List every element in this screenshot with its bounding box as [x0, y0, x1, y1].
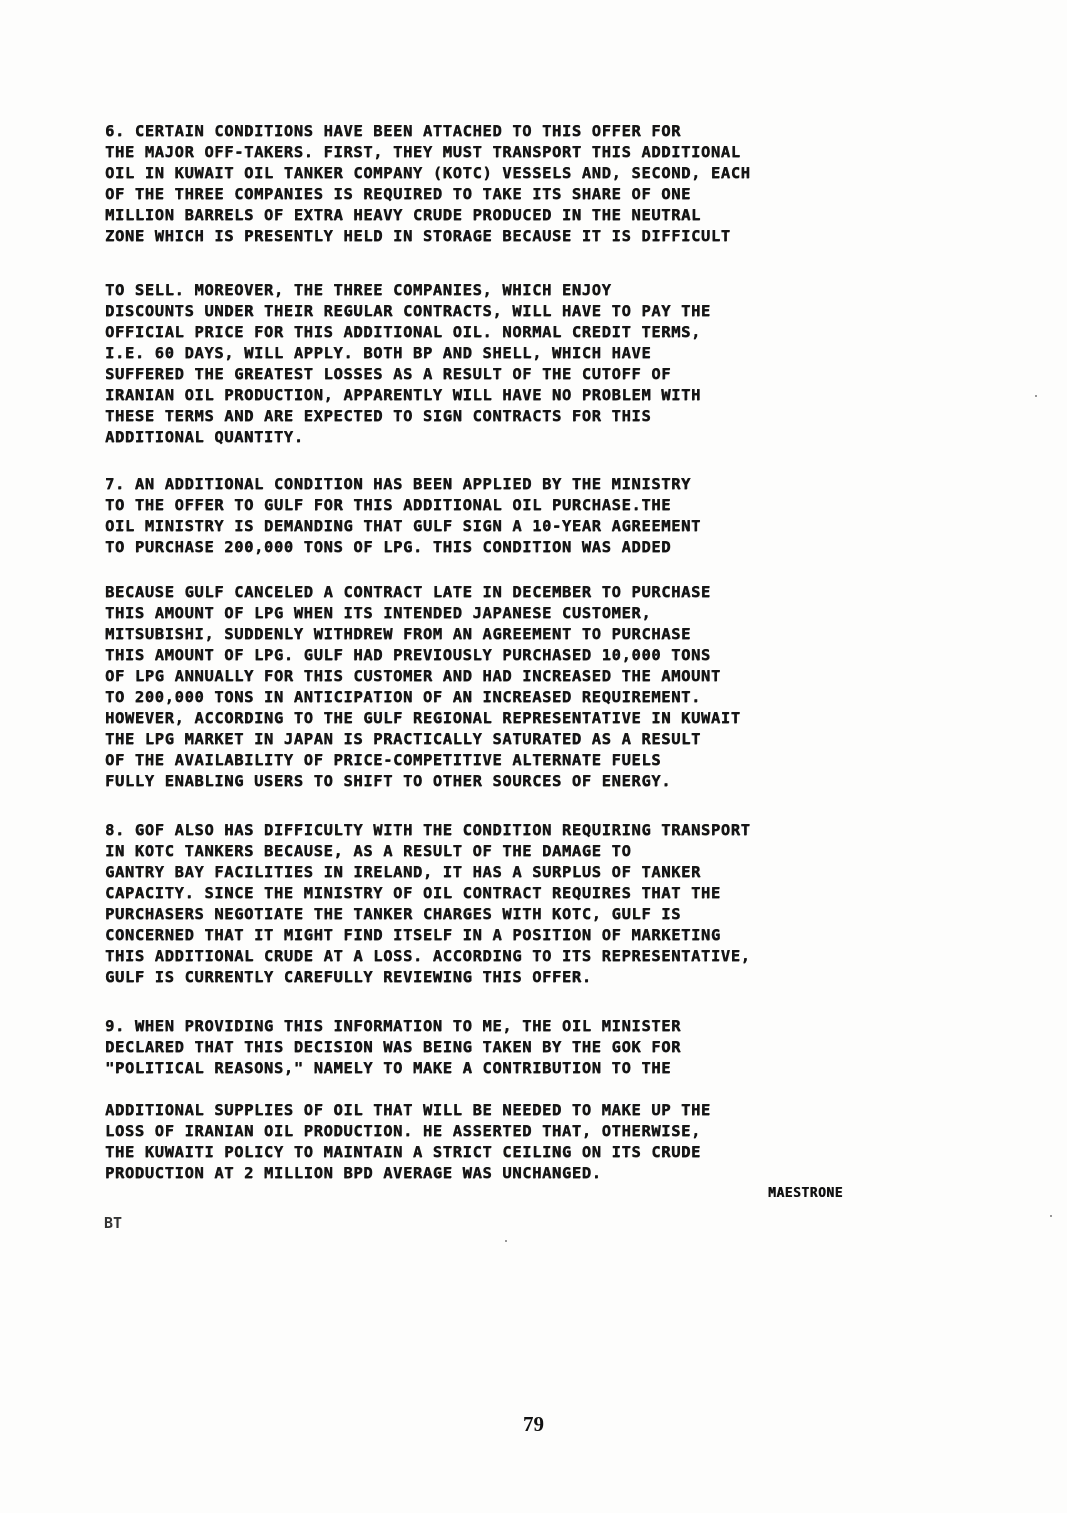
text-line: THE KUWAITI POLICY TO MAINTAIN A STRICT CEILING ON ITS CRUDE: [105, 1143, 701, 1161]
text-line: TO SELL. MOREOVER, THE THREE COMPANIES, WHICH ENJOY: [105, 281, 612, 299]
text-line: THIS ADDITIONAL CRUDE AT A LOSS. ACCORDING TO ITS REPRESENTATIVE,: [105, 947, 751, 965]
text-line: MITSUBISHI, SUDDENLY WITHDREW FROM AN AGREEMENT TO PURCHASE: [105, 625, 691, 643]
signature: MAESTRONE: [768, 1186, 843, 1201]
end-of-message-mark: BT: [104, 1214, 123, 1232]
paragraph-8: [105, 820, 955, 988]
text-line: IN KOTC TANKERS BECAUSE, AS A RESULT OF THE DAMAGE TO: [105, 842, 632, 860]
text-line: GANTRY BAY FACILITIES IN IRELAND, IT HAS A SURPLUS OF TANKER: [105, 863, 701, 881]
text-line: OF THE AVAILABILITY OF PRICE-COMPETITIVE ALTERNATE FUELS: [105, 751, 662, 769]
text-line: "POLITICAL REASONS," NAMELY TO MAKE A CONTRIBUTION TO THE: [105, 1059, 672, 1077]
page-number: 79: [523, 1412, 544, 1436]
text-line: IRANIAN OIL PRODUCTION, APPARENTLY WILL HAVE NO PROBLEM WITH: [105, 386, 701, 404]
text-line: MILLION BARRELS OF EXTRA HEAVY CRUDE PRODUCED IN THE NEUTRAL: [105, 206, 701, 224]
text-line: THE MAJOR OFF-TAKERS. FIRST, THEY MUST TRANSPORT THIS ADDITIONAL: [105, 143, 741, 161]
text-line: OFFICIAL PRICE FOR THIS ADDITIONAL OIL. NORMAL CREDIT TERMS,: [105, 323, 701, 341]
text-line: THE LPG MARKET IN JAPAN IS PRACTICALLY SATURATED AS A RESULT: [105, 730, 701, 748]
text-line: 7. AN ADDITIONAL CONDITION HAS BEEN APPLIED BY THE MINISTRY: [105, 475, 691, 493]
paragraph-7-continued: [105, 582, 955, 792]
paragraph-6: [105, 121, 955, 247]
text-line: THIS AMOUNT OF LPG WHEN ITS INTENDED JAPANESE CUSTOMER,: [105, 604, 652, 622]
text-line: LOSS OF IRANIAN OIL PRODUCTION. HE ASSERTED THAT, OTHERWISE,: [105, 1122, 701, 1140]
text-line: TO PURCHASE 200,000 TONS OF LPG. THIS CONDITION WAS ADDED: [105, 538, 672, 556]
text-line: DISCOUNTS UNDER THEIR REGULAR CONTRACTS, WILL HAVE TO PAY THE: [105, 302, 711, 320]
paragraph-7: [105, 474, 955, 558]
text-line: CAPACITY. SINCE THE MINISTRY OF OIL CONTRACT REQUIRES THAT THE: [105, 884, 721, 902]
paragraph-6-continued: [105, 280, 955, 448]
text-line: SUFFERED THE GREATEST LOSSES AS A RESULT OF THE CUTOFF OF: [105, 365, 672, 383]
text-line: PRODUCTION AT 2 MILLION BPD AVERAGE WAS UNCHANGED.: [105, 1164, 602, 1182]
text-line: 9. WHEN PROVIDING THIS INFORMATION TO ME, THE OIL MINISTER: [105, 1017, 682, 1035]
paragraph-9-continued: [105, 1100, 955, 1184]
text-line: BECAUSE GULF CANCELED A CONTRACT LATE IN DECEMBER TO PURCHASE: [105, 583, 711, 601]
scan-speck: [505, 1240, 507, 1242]
text-line: TO 200,000 TONS IN ANTICIPATION OF AN INCREASED REQUIREMENT.: [105, 688, 701, 706]
text-line: FULLY ENABLING USERS TO SHIFT TO OTHER SOURCES OF ENERGY.: [105, 772, 672, 790]
text-line: OIL MINISTRY IS DEMANDING THAT GULF SIGN A 10-YEAR AGREEMENT: [105, 517, 701, 535]
text-line: ADDITIONAL SUPPLIES OF OIL THAT WILL BE NEEDED TO MAKE UP THE: [105, 1101, 711, 1119]
text-line: PURCHASERS NEGOTIATE THE TANKER CHARGES WITH KOTC, GULF IS: [105, 905, 682, 923]
scan-speck: [1035, 395, 1037, 397]
scan-speck: [1050, 1215, 1052, 1217]
paragraph-9: [105, 1016, 955, 1079]
text-line: DECLARED THAT THIS DECISION WAS BEING TAKEN BY THE GOK FOR: [105, 1038, 682, 1056]
text-line: GULF IS CURRENTLY CAREFULLY REVIEWING THIS OFFER.: [105, 968, 592, 986]
text-line: OF THE THREE COMPANIES IS REQUIRED TO TAKE ITS SHARE OF ONE: [105, 185, 691, 203]
text-line: TO THE OFFER TO GULF FOR THIS ADDITIONAL OIL PURCHASE.THE: [105, 496, 672, 514]
text-line: CONCERNED THAT IT MIGHT FIND ITSELF IN A POSITION OF MARKETING: [105, 926, 721, 944]
text-line: I.E. 60 DAYS, WILL APPLY. BOTH BP AND SHELL, WHICH HAVE: [105, 344, 652, 362]
text-line: ZONE WHICH IS PRESENTLY HELD IN STORAGE BECAUSE IT IS DIFFICULT: [105, 227, 731, 245]
text-line: ADDITIONAL QUANTITY.: [105, 428, 304, 446]
text-line: OIL IN KUWAIT OIL TANKER COMPANY (KOTC) VESSELS AND, SECOND, EACH: [105, 164, 751, 182]
text-line: OF LPG ANNUALLY FOR THIS CUSTOMER AND HAD INCREASED THE AMOUNT: [105, 667, 721, 685]
text-line: HOWEVER, ACCORDING TO THE GULF REGIONAL REPRESENTATIVE IN KUWAIT: [105, 709, 741, 727]
text-line: 6. CERTAIN CONDITIONS HAVE BEEN ATTACHED TO THIS OFFER FOR: [105, 122, 682, 140]
text-line: 8. GOF ALSO HAS DIFFICULTY WITH THE CONDITION REQUIRING TRANSPORT: [105, 821, 751, 839]
text-line: THIS AMOUNT OF LPG. GULF HAD PREVIOUSLY PURCHASED 10,000 TONS: [105, 646, 711, 664]
text-line: THESE TERMS AND ARE EXPECTED TO SIGN CONTRACTS FOR THIS: [105, 407, 652, 425]
